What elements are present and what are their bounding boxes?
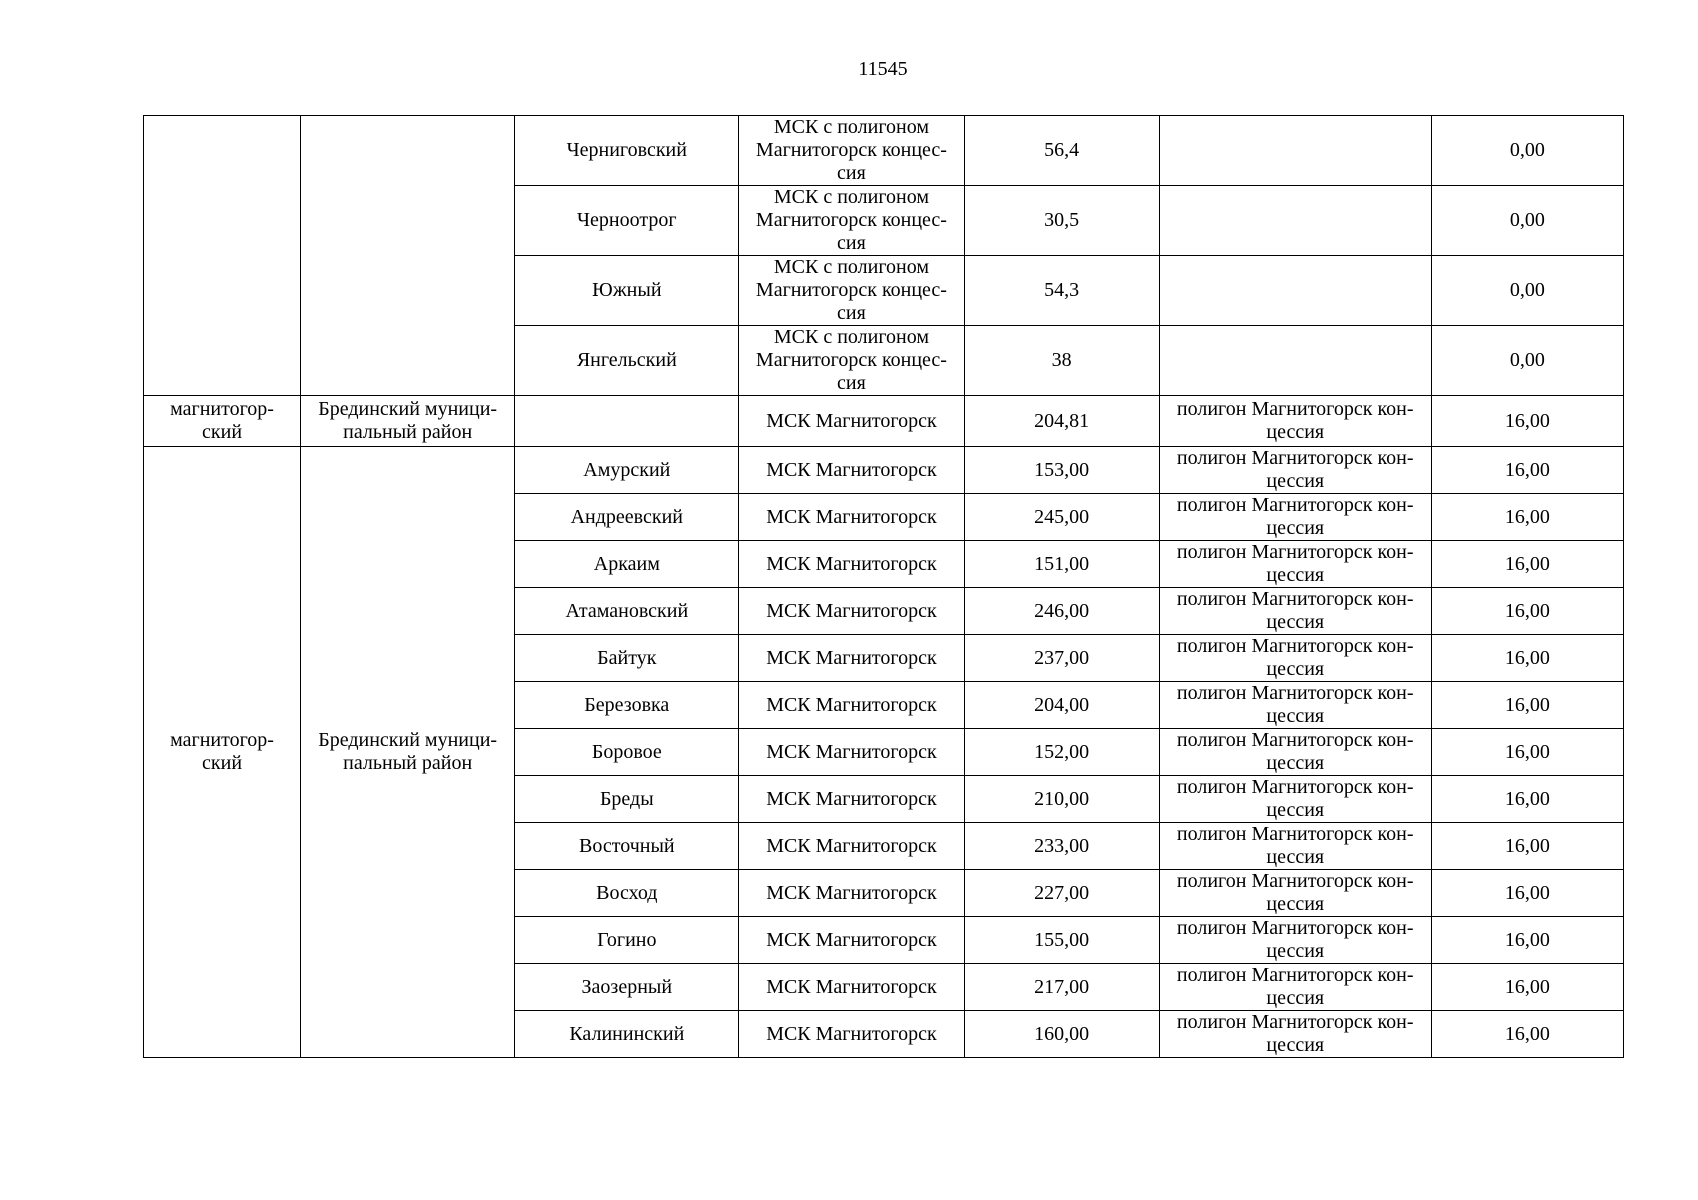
- polygon-cell: [1159, 1011, 1431, 1058]
- msk-cell: МСК Магнитогорск: [739, 682, 964, 729]
- msk-cell: МСК Магнитогорск: [739, 776, 964, 823]
- zone-cell-line: магнитогор-: [170, 398, 274, 420]
- polygon-cell-line: цессия: [1266, 564, 1325, 586]
- polygon-cell-line: цессия: [1266, 940, 1325, 962]
- polygon-cell: [1159, 447, 1431, 494]
- zone-cell-line: магнитогор-: [170, 729, 274, 751]
- distance-cell: 155,00: [964, 917, 1159, 964]
- settlement-cell: Гогино: [515, 917, 739, 964]
- cost-cell: 16,00: [1431, 776, 1623, 823]
- polygon-cell-line: полигон Магнитогорск кон-: [1176, 1011, 1414, 1033]
- distance-cell: 204,81: [964, 396, 1159, 447]
- msk-cell: МСК Магнитогорск: [739, 917, 964, 964]
- settlement-cell: Амурский: [515, 447, 739, 494]
- district-cell-line: Брединский муници-: [318, 398, 498, 420]
- msk-cell: МСК Магнитогорск: [739, 588, 964, 635]
- district-cell-line: Брединский муници-: [318, 729, 498, 751]
- msk-cell: МСК Магнитогорск: [739, 1011, 964, 1058]
- cost-cell: 16,00: [1431, 1011, 1623, 1058]
- settlement-cell: Южный: [515, 256, 739, 326]
- msk-cell-line: МСК с полигоном: [773, 256, 930, 278]
- polygon-cell-line: полигон Магнитогорск кон-: [1176, 776, 1414, 798]
- msk-cell: МСК Магнитогорск: [739, 964, 964, 1011]
- zone-cell-line: ский: [202, 421, 243, 443]
- cost-cell: 0,00: [1431, 116, 1623, 186]
- polygon-cell-line: цессия: [1266, 987, 1325, 1009]
- msk-cell-line: сия: [837, 162, 866, 184]
- settlement-cell: Байтук: [515, 635, 739, 682]
- msk-cell: МСК Магнитогорск: [739, 396, 964, 447]
- page-number: 11545: [858, 58, 908, 80]
- settlement-cell: Аркаим: [515, 541, 739, 588]
- msk-cell: [739, 116, 964, 186]
- distance-cell: 30,5: [964, 186, 1159, 256]
- cost-cell: 16,00: [1431, 588, 1623, 635]
- msk-cell-line: Магнитогорск концес-: [755, 279, 947, 301]
- polygon-cell: [1159, 494, 1431, 541]
- settlement-cell: Восход: [515, 870, 739, 917]
- distance-cell: 246,00: [964, 588, 1159, 635]
- polygon-cell: [1159, 186, 1431, 256]
- polygon-cell-line: цессия: [1266, 611, 1325, 633]
- msk-cell-line: Магнитогорск концес-: [755, 139, 947, 161]
- district-cell-line: пальный район: [343, 752, 473, 774]
- settlement-cell: Бреды: [515, 776, 739, 823]
- polygon-cell: [1159, 635, 1431, 682]
- distance-cell: 217,00: [964, 964, 1159, 1011]
- polygon-cell: [1159, 116, 1431, 186]
- cost-cell: 16,00: [1431, 447, 1623, 494]
- msk-cell: МСК Магнитогорск: [739, 823, 964, 870]
- polygon-cell-line: полигон Магнитогорск кон-: [1176, 964, 1414, 986]
- distance-cell: 237,00: [964, 635, 1159, 682]
- polygon-cell: [1159, 823, 1431, 870]
- msk-cell-line: Магнитогорск концес-: [755, 349, 947, 371]
- polygon-cell: [1159, 588, 1431, 635]
- polygon-cell-line: полигон Магнитогорск кон-: [1176, 635, 1414, 657]
- zone-cell-line: ский: [202, 752, 243, 774]
- polygon-cell-line: полигон Магнитогорск кон-: [1176, 494, 1414, 516]
- msk-cell-line: МСК с полигоном: [773, 326, 930, 348]
- settlement-cell: Янгельский: [515, 326, 739, 396]
- polygon-cell-line: полигон Магнитогорск кон-: [1176, 870, 1414, 892]
- zone-cell-empty: [144, 116, 301, 396]
- distance-cell: 227,00: [964, 870, 1159, 917]
- district-cell: [301, 447, 515, 1058]
- distance-cell: 153,00: [964, 447, 1159, 494]
- polygon-cell-line: полигон Магнитогорск кон-: [1176, 729, 1414, 751]
- cost-cell: 16,00: [1431, 396, 1623, 447]
- settlement-cell: Калининский: [515, 1011, 739, 1058]
- settlement-cell: Черниговский: [515, 116, 739, 186]
- zone-cell: [144, 447, 301, 1058]
- polygon-cell-line: цессия: [1266, 658, 1325, 680]
- cost-cell: 16,00: [1431, 635, 1623, 682]
- cost-cell: 16,00: [1431, 964, 1623, 1011]
- polygon-cell-line: цессия: [1266, 1034, 1325, 1056]
- msk-cell: [739, 186, 964, 256]
- distance-cell: 210,00: [964, 776, 1159, 823]
- cost-cell: 16,00: [1431, 541, 1623, 588]
- cost-cell: 16,00: [1431, 823, 1623, 870]
- polygon-cell-line: полигон Магнитогорск кон-: [1176, 588, 1414, 610]
- distance-cell: 38: [964, 326, 1159, 396]
- cost-cell: 16,00: [1431, 870, 1623, 917]
- msk-cell-line: МСК с полигоном: [773, 116, 930, 138]
- district-cell: [301, 396, 515, 447]
- zone-cell: [144, 396, 301, 447]
- polygon-cell: [1159, 964, 1431, 1011]
- polygon-cell: [1159, 396, 1431, 447]
- distance-cell: 152,00: [964, 729, 1159, 776]
- settlement-cell: Березовка: [515, 682, 739, 729]
- settlement-cell: Заозерный: [515, 964, 739, 1011]
- polygon-cell-line: цессия: [1266, 752, 1325, 774]
- distance-cell: 233,00: [964, 823, 1159, 870]
- polygon-cell-line: цессия: [1266, 470, 1325, 492]
- cost-cell: 0,00: [1431, 326, 1623, 396]
- msk-cell: [739, 256, 964, 326]
- polygon-cell-line: полигон Магнитогорск кон-: [1176, 541, 1414, 563]
- polygon-cell-line: полигон Магнитогорск кон-: [1176, 682, 1414, 704]
- polygon-cell: [1159, 917, 1431, 964]
- settlement-cell: Восточный: [515, 823, 739, 870]
- distance-cell: 245,00: [964, 494, 1159, 541]
- msk-cell: МСК Магнитогорск: [739, 447, 964, 494]
- settlement-cell: Черноотрог: [515, 186, 739, 256]
- msk-cell: МСК Магнитогорск: [739, 494, 964, 541]
- msk-cell-line: Магнитогорск концес-: [755, 209, 947, 231]
- polygon-cell: [1159, 256, 1431, 326]
- polygon-cell-line: полигон Магнитогорск кон-: [1176, 917, 1414, 939]
- polygon-cell: [1159, 729, 1431, 776]
- polygon-cell: [1159, 870, 1431, 917]
- waste-transport-table: [143, 115, 1624, 1058]
- polygon-cell-line: цессия: [1266, 846, 1325, 868]
- polygon-cell-line: цессия: [1266, 893, 1325, 915]
- distance-cell: 151,00: [964, 541, 1159, 588]
- settlement-cell: Атамановский: [515, 588, 739, 635]
- msk-cell: МСК Магнитогорск: [739, 729, 964, 776]
- msk-cell-line: сия: [837, 302, 866, 324]
- polygon-cell: [1159, 682, 1431, 729]
- msk-cell: [739, 326, 964, 396]
- distance-cell: 56,4: [964, 116, 1159, 186]
- settlement-cell: [515, 396, 739, 447]
- district-cell-line: пальный район: [343, 421, 473, 443]
- msk-cell-line: сия: [837, 372, 866, 394]
- table-body: [144, 116, 1624, 1058]
- polygon-cell-line: полигон Магнитогорск кон-: [1176, 447, 1414, 469]
- polygon-cell-line: цессия: [1266, 421, 1325, 443]
- polygon-cell: [1159, 776, 1431, 823]
- cost-cell: 16,00: [1431, 682, 1623, 729]
- msk-cell: МСК Магнитогорск: [739, 870, 964, 917]
- msk-cell: МСК Магнитогорск: [739, 541, 964, 588]
- cost-cell: 16,00: [1431, 917, 1623, 964]
- polygon-cell: [1159, 326, 1431, 396]
- polygon-cell-line: цессия: [1266, 517, 1325, 539]
- table-row: [144, 396, 1624, 447]
- cost-cell: 16,00: [1431, 729, 1623, 776]
- polygon-cell-line: полигон Магнитогорск кон-: [1176, 398, 1414, 420]
- cost-cell: 16,00: [1431, 494, 1623, 541]
- polygon-cell-line: полигон Магнитогорск кон-: [1176, 823, 1414, 845]
- settlement-cell: Андреевский: [515, 494, 739, 541]
- polygon-cell-line: цессия: [1266, 799, 1325, 821]
- distance-cell: 54,3: [964, 256, 1159, 326]
- polygon-cell-line: цессия: [1266, 705, 1325, 727]
- cost-cell: 0,00: [1431, 186, 1623, 256]
- distance-cell: 204,00: [964, 682, 1159, 729]
- table-row: [144, 116, 1624, 186]
- msk-cell: МСК Магнитогорск: [739, 635, 964, 682]
- polygon-cell: [1159, 541, 1431, 588]
- district-cell-empty: [301, 116, 515, 396]
- settlement-cell: Боровое: [515, 729, 739, 776]
- msk-cell-line: сия: [837, 232, 866, 254]
- distance-cell: 160,00: [964, 1011, 1159, 1058]
- msk-cell-line: МСК с полигоном: [773, 186, 930, 208]
- table-row: [144, 447, 1624, 494]
- cost-cell: 0,00: [1431, 256, 1623, 326]
